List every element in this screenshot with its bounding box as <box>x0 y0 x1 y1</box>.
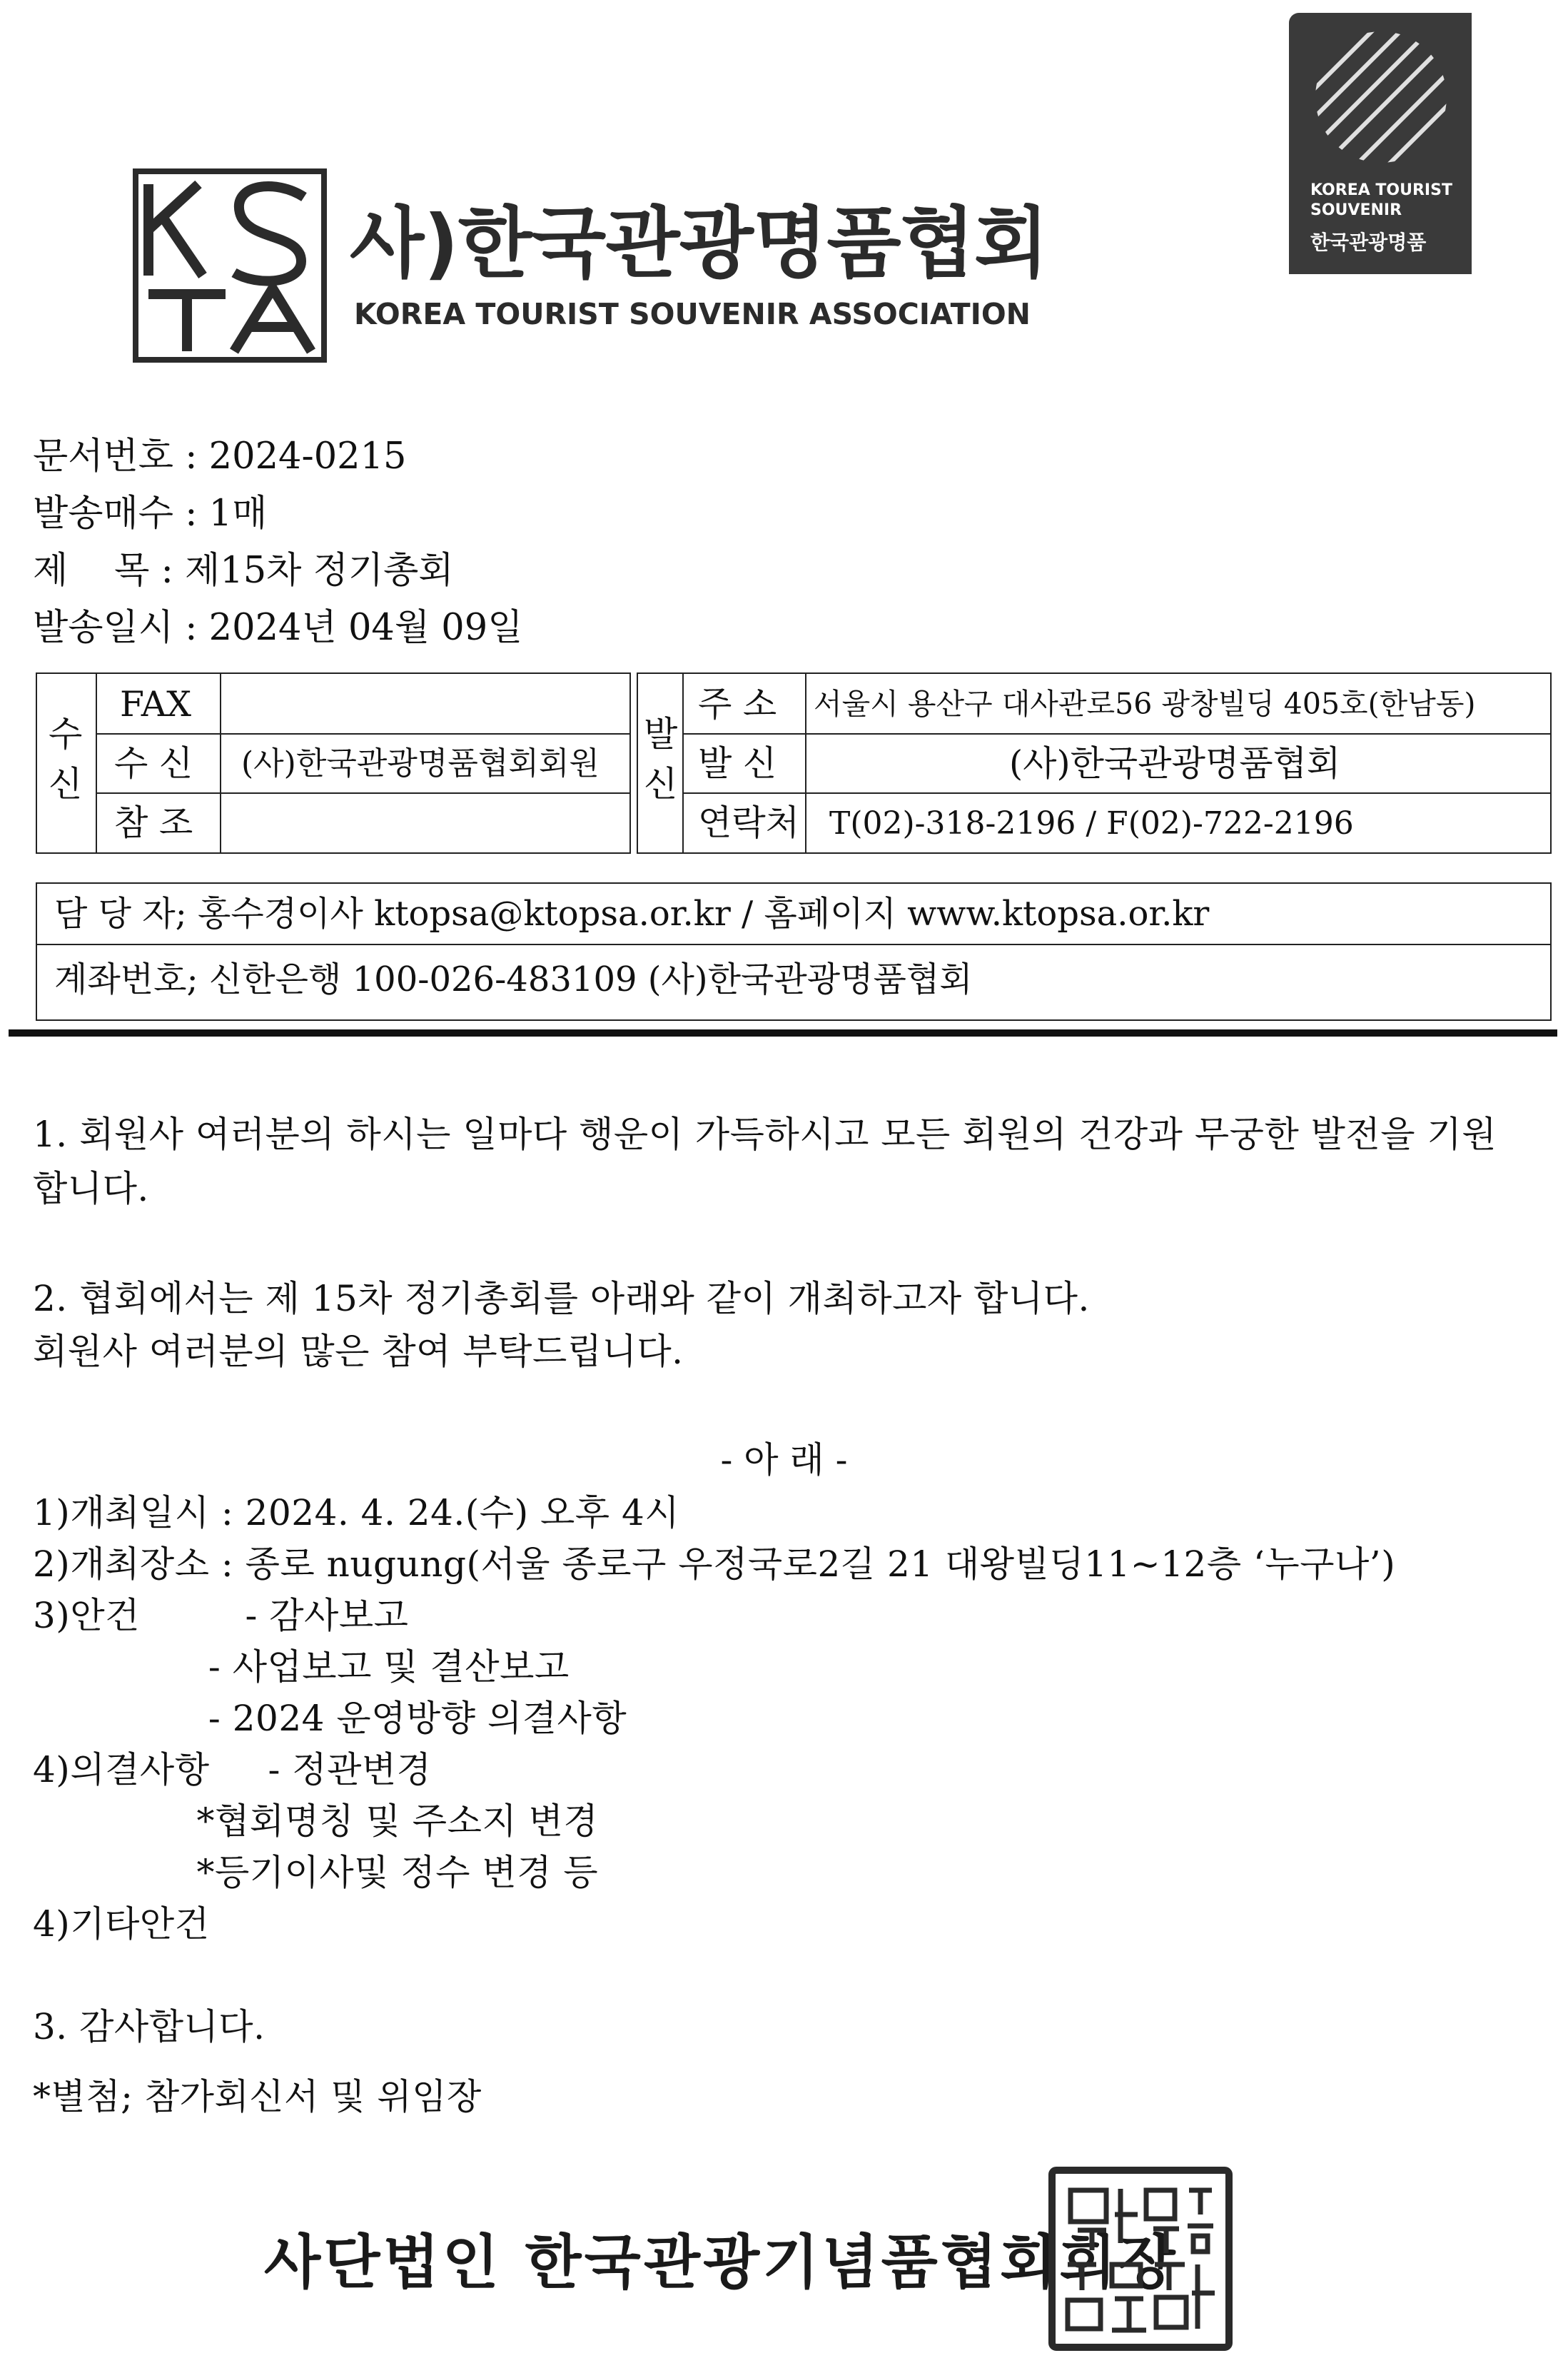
item-resolution: 4)의결사항 - 정관변경 <box>33 1749 432 1790</box>
below-title: - 아 래 - <box>720 1439 848 1481</box>
paragraph-1-line-1: 1. 회원사 여러분의 하시는 일마다 행운이 가득하시고 모든 회원의 건강과 무궁한 발전을 기원 <box>33 1114 1497 1155</box>
paragraph-1-line-2: 합니다. <box>33 1168 149 1209</box>
contact-value: T(02)-318-2196 / F(02)-722-2196 <box>829 805 1354 842</box>
recipient-value: (사)한국관광명품협회회원 <box>241 745 600 782</box>
signature-line: 사단법인 한국관광기념품협회회장 <box>264 2228 1178 2297</box>
paragraph-2-line-1: 2. 협회에서는 제 15차 정기총회를 아래와 같이 개최하고자 합니다. <box>33 1278 1090 1319</box>
header-divider <box>9 1029 1557 1037</box>
doc-number: 문서번호 : 2024-0215 <box>33 435 407 478</box>
souvenir-badge <box>1289 13 1472 274</box>
item-resolution-sub-1: *협회명칭 및 주소지 변경 <box>33 1800 599 1842</box>
sender-key: 발 신 <box>698 743 777 784</box>
manager-line: 담 당 자; 홍수경이사 ktopsa@ktopsa.or.kr / 홈페이지 www.ktopsa.or.kr <box>54 894 1210 934</box>
item-agenda-1: 3)안건 - 감사보고 <box>33 1595 409 1636</box>
fax-key: FAX <box>120 684 192 725</box>
attachment-note: *별첨; 참가회신서 및 위임장 <box>33 2076 482 2117</box>
recipient-key: 수 신 <box>114 743 193 784</box>
item-agenda-2: - 사업보고 및 결산보고 <box>33 1646 570 1688</box>
item-other: 4)기타안건 <box>33 1903 210 1945</box>
badge-line2: SOUVENIR <box>1310 201 1402 219</box>
souvenir-globe-icon <box>1306 26 1456 168</box>
sender-value: (사)한국관광명품협회 <box>1009 743 1341 784</box>
org-name-english: KOREA TOURIST SOUVENIR ASSOCIATION <box>354 297 1031 331</box>
contact-key: 연락처 <box>698 802 800 843</box>
sender-label-1: 발 <box>644 714 678 755</box>
page-count: 발송매수 : 1매 <box>33 493 268 535</box>
subject: 제 목 : 제15차 정기총회 <box>33 550 454 592</box>
contact-box <box>36 882 1552 1021</box>
item-date: 1)개최일시 : 2024. 4. 24.(수) 오후 4시 <box>33 1492 680 1533</box>
account-line: 계좌번호; 신한은행 100-026-483109 (사)한국관광명품협회 <box>54 959 973 999</box>
sent-date: 발송일시 : 2024년 04월 09일 <box>33 607 523 649</box>
paragraph-3: 3. 감사합니다. <box>33 2006 265 2047</box>
badge-line1: KOREA TOURIST <box>1310 181 1452 199</box>
item-resolution-sub-2: *등기이사및 정수 변경 등 <box>33 1852 599 1893</box>
recipient-label-2: 신 <box>49 764 83 805</box>
address-key: 주 소 <box>698 684 777 725</box>
paragraph-2-line-2: 회원사 여러분의 많은 참여 부탁드립니다. <box>33 1331 684 1372</box>
sender-label-2: 신 <box>644 764 678 805</box>
ktsa-logo-icon <box>133 168 327 363</box>
item-agenda-3: - 2024 운영방향 의결사항 <box>33 1698 627 1739</box>
recipient-label-1: 수 <box>49 714 83 755</box>
recipient-box <box>36 672 631 854</box>
address-value: 서울시 용산구 대사관로56 광창빌딩 405호(한남동) <box>814 687 1476 721</box>
official-seal-icon <box>1046 2165 1235 2353</box>
badge-korean: 한국관광명품 <box>1310 231 1427 254</box>
reference-key: 참 조 <box>114 802 193 843</box>
item-venue: 2)개최장소 : 종로 nugung(서울 종로구 우정국로2길 21 대왕빌딩11~12층 ‘누구나’) <box>33 1543 1396 1585</box>
sender-box <box>637 672 1552 854</box>
org-name-korean: 사)한국관광명품협회 <box>350 199 1048 288</box>
